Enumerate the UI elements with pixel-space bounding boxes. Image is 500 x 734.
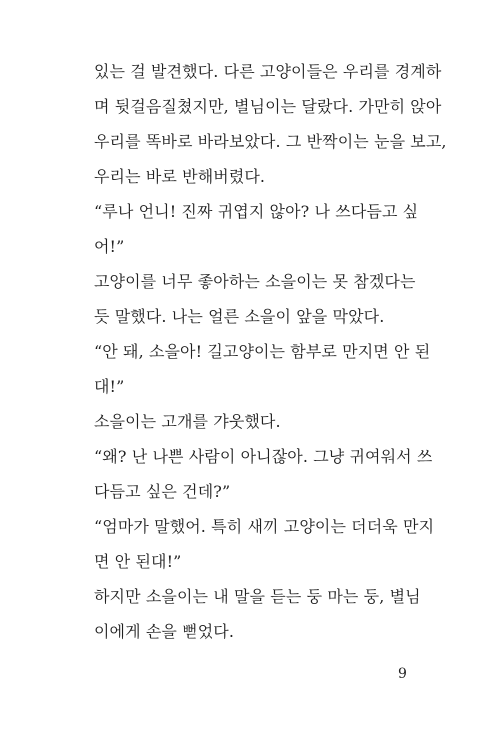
text-line-17: 이에게 손을 뻗었다. — [94, 622, 235, 641]
text-line-2: 며 뒷걸음질쳤지만, 별님이는 달랐다. 가만히 앉아 — [94, 97, 442, 116]
text-line-5: “루나 언니! 진짜 귀엽지 않아? 나 쓰다듬고 싶 — [94, 202, 419, 221]
text-line-15: 면 안 된대!” — [94, 552, 182, 571]
text-line-10: 대!” — [94, 377, 125, 396]
text-line-16: 하지만 소을이는 내 말을 듣는 둥 마는 둥, 별님 — [94, 587, 421, 606]
text-line-8: 듯 말했다. 나는 얼른 소을이 앞을 막았다. — [94, 307, 385, 326]
text-line-1: 있는 걸 발견했다. 다른 고양이들은 우리를 경계하 — [94, 62, 442, 81]
text-line-9: “안 돼, 소을아! 길고양이는 함부로 만지면 안 된 — [94, 342, 431, 361]
text-line-6: 어!” — [94, 237, 125, 256]
text-line-12: “왜? 난 나쁜 사람이 아니잖아. 그냥 귀여워서 쓰 — [94, 447, 433, 466]
page-number: 9 — [398, 666, 407, 682]
text-line-3: 우리를 똑바로 바라보았다. 그 반짝이는 눈을 보고, — [94, 132, 447, 151]
text-line-4: 우리는 바로 반해버렸다. — [94, 167, 266, 186]
text-line-11: 소을이는 고개를 갸웃했다. — [94, 412, 281, 431]
text-line-13: 다듬고 싶은 건데?” — [94, 482, 231, 501]
text-line-7: 고양이를 너무 좋아하는 소을이는 못 참겠다는 — [94, 272, 416, 291]
text-line-14: “엄마가 말했어. 특히 새끼 고양이는 더더욱 만지 — [94, 517, 435, 536]
